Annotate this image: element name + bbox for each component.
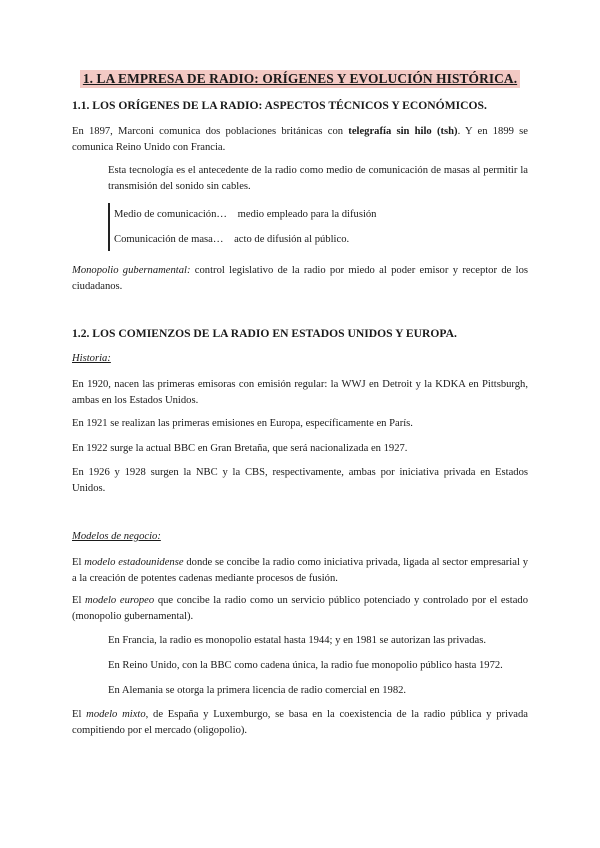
- historia-1926: En 1926 y 1928 surgen la NBC y la CBS, respectivamente, ambas por iniciativa privada en Estados Unidos.: [72, 467, 528, 494]
- definition-medio-term: Medio de comunicación…: [114, 209, 227, 220]
- marconi-text-a: En 1897, Marconi comunica dos poblaciones británicas con: [72, 126, 349, 137]
- document-title: 1. LA EMPRESA DE RADIO: ORÍGENES Y EVOLUCIÓN HISTÓRICA.: [80, 70, 520, 88]
- historia-1920: En 1920, nacen las primeras emisoras con emisión regular: la WWJ en Detroit y la KDKA en Pittsburgh, ambas en los Estados Unidos.: [72, 379, 528, 406]
- paragraph-monopolio: [72, 263, 528, 295]
- m2-term: modelo europeo: [85, 595, 155, 606]
- modelo-europeo: [72, 593, 528, 625]
- historia-label: [72, 351, 528, 367]
- definition-medio: [114, 208, 376, 222]
- definition-comunicacion-desc: acto de difusión al público.: [234, 234, 350, 245]
- m2-a: El: [72, 595, 86, 606]
- europa-alemania: En Alemania se otorga la primera licencia de radio comercial en 1982.: [108, 685, 407, 696]
- historia-1922: En 1922 surge la actual BBC en Gran Bretaña, que será nacionalizada en 1927.: [72, 443, 408, 454]
- m3-term: modelo mixto: [86, 709, 146, 720]
- definition-comunicacion: [114, 233, 349, 247]
- marconi-text-c: . Y en 1899 se comunica Reino Unido con Francia.: [72, 126, 529, 153]
- definition-comunicacion-term: Comunicación de masa…: [114, 234, 224, 245]
- modelos-label: [72, 529, 528, 545]
- section-1-1-heading: 1.1. LOS ORÍGENES DE LA RADIO: ASPECTOS TÉCNICOS Y ECONÓMICOS.: [72, 99, 487, 112]
- m2-c: que concibe la radio como un servicio público potenciado y controlado por el estado (monopolio gubernamental).: [72, 595, 528, 622]
- m1-term: modelo estadounidense: [84, 557, 184, 568]
- historia-label-text: Historia:: [72, 353, 111, 364]
- modelo-estadounidense: [72, 555, 528, 587]
- definition-medio-desc: medio empleado para la difusión: [237, 209, 377, 220]
- title-container: [0, 70, 600, 88]
- paragraph-marconi: [72, 124, 528, 156]
- paragraph-technology: Esta tecnología es el antecedente de la radio como medio de comunicación de masas al permitir la transmisión del sonido sin cables.: [108, 165, 528, 192]
- section-1-2-heading: 1.2. LOS COMIENZOS DE LA RADIO EN ESTADOS UNIDOS Y EUROPA.: [72, 327, 457, 340]
- marconi-term: telegrafía sin hilo (tsh): [348, 126, 458, 137]
- monopolio-text: control legislativo de la radio por miedo al poder emisor y receptor de los ciudadanos.: [72, 265, 529, 292]
- modelo-mixto: [72, 707, 528, 739]
- m3-c: , de España y Luxemburgo, se basa en la coexistencia de la radio pública y privada compitiendo por el mercado (oligopolio).: [72, 709, 528, 736]
- definition-bar: [108, 203, 110, 251]
- m1-c: donde se concibe la radio como iniciativa privada, ligada al sector empresarial y a la creación de potentes cadenas mediante procesos de fusión.: [72, 557, 528, 584]
- historia-1921: En 1921 se realizan las primeras emisiones en Europa, específicamente en París.: [72, 418, 413, 429]
- europa-francia: En Francia, la radio es monopolio estatal hasta 1944; y en 1981 se autorizan las privadas.: [108, 635, 487, 646]
- monopolio-term: Monopolio gubernamental:: [72, 265, 191, 276]
- modelos-label-text: Modelos de negocio:: [72, 531, 161, 542]
- m3-a: El: [72, 709, 87, 720]
- m1-a: El: [72, 557, 85, 568]
- europa-reino-unido: En Reino Unido, con la BBC como cadena única, la radio fue monopolio público hasta 1972.: [108, 660, 503, 671]
